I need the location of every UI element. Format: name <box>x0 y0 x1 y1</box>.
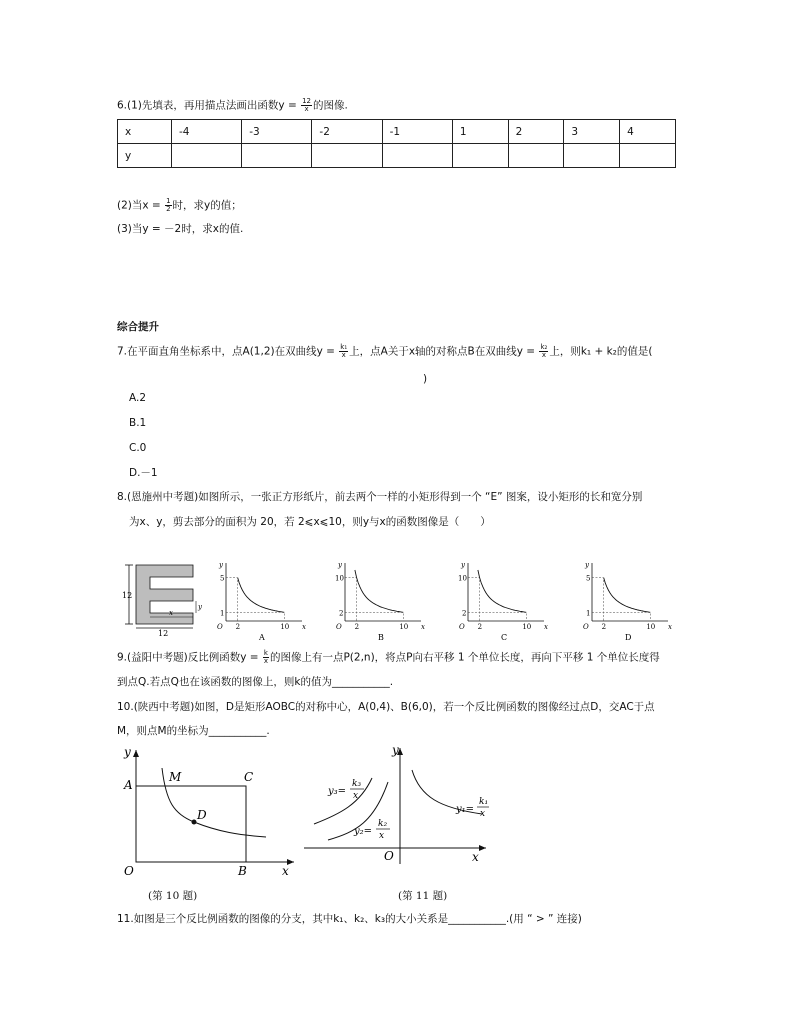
graph-option-label: D <box>625 633 632 642</box>
table-cell-empty <box>508 144 564 168</box>
q7-frac1-num: k₁ <box>340 343 348 351</box>
q11-figure <box>300 742 490 868</box>
q8-graph-a <box>212 561 304 643</box>
q7-frac1-den: x <box>341 351 346 359</box>
q7-option-d: D.－1 <box>129 467 158 479</box>
curve <box>238 578 285 613</box>
q10-label-b: B <box>238 864 247 878</box>
table-cell-empty <box>564 144 620 168</box>
q6-text: 6.(1)先填表，再用描点法画出函数 <box>117 99 279 112</box>
q10-label-m: M <box>169 770 182 784</box>
guide-line <box>226 578 238 621</box>
q9-frac-num: k <box>263 649 268 657</box>
graph-option-label: C <box>501 633 508 642</box>
q11-label-x3: x <box>353 791 359 801</box>
guide-line <box>468 612 526 621</box>
x-tick-label: 10 <box>399 623 409 631</box>
table-cell: x <box>118 120 172 144</box>
table-cell: 2 <box>508 120 564 144</box>
q9-text-b: 的图像上有一点P(2,n)，将点P向右平移 1 个单位长度，再向下平移 1 个单位长度得 <box>269 651 660 664</box>
curve <box>355 570 403 612</box>
axis-y-label: y <box>338 561 342 569</box>
q6-part3: (3)当y = －2时，求x的值. <box>117 223 244 235</box>
table-cell-empty <box>172 144 242 168</box>
q7-option-c: C.0 <box>129 442 147 454</box>
q6-part2-end: 时，求y的值； <box>172 199 242 212</box>
table-row <box>118 144 676 168</box>
q6-fraction <box>301 98 312 113</box>
table-cell-empty <box>242 144 312 168</box>
x-tick-label: 2 <box>477 623 483 631</box>
y-tick-label: 1 <box>586 609 591 618</box>
q6-part2-den: 2 <box>166 205 171 213</box>
q7-prompt <box>117 344 652 359</box>
table-cell: 1 <box>452 120 508 144</box>
q11-line: 11.如图是三个反比例函数的图像的分支，其中k₁、k₂、k₃的大小关系是___________.(用 “ > ” 连接) <box>117 913 582 925</box>
q9-frac <box>263 650 269 665</box>
guide-line <box>345 578 357 621</box>
table-cell-empty <box>620 144 676 168</box>
guide-line <box>226 612 284 621</box>
axis-y-label: y <box>461 561 465 569</box>
q11-label-y3: y₃= <box>328 786 347 797</box>
q10-label-c: C <box>244 770 254 784</box>
q11-label-k3: k₃ <box>352 779 362 789</box>
q6-frac-den: x <box>304 105 309 113</box>
table-cell-empty <box>452 144 508 168</box>
q11-label-k2: k₂ <box>378 819 388 829</box>
q6-func: y = <box>278 99 301 112</box>
x-tick-label: 10 <box>646 623 656 631</box>
q8-e-label-width: 12 <box>158 629 169 638</box>
q6-table <box>117 119 676 168</box>
q7-text-c: 上，则k₁ + k₂的值是( <box>549 345 653 358</box>
q8-e-label-y: y <box>198 603 202 611</box>
q10-line1: 10.(陕西中考题)如图，D是矩形AOBC的对称中心，A(0,4)、B(6,0)，若一个反比例函数的图像经过点D，交AC于点 <box>117 701 655 713</box>
table-cell: y <box>118 144 172 168</box>
axis-y-label: y <box>585 561 589 569</box>
table-row <box>118 120 676 144</box>
q9-frac-den: x <box>263 657 269 665</box>
q8-e-figure <box>120 559 210 639</box>
curve <box>478 570 526 612</box>
q11-label-o: O <box>384 849 394 863</box>
q10-label-d: D <box>197 808 207 822</box>
curve <box>604 578 651 613</box>
guide-line <box>592 612 650 621</box>
q9-text-a: 9.(益阳中考题)反比例函数y = <box>117 651 262 664</box>
q7-frac1 <box>339 344 348 359</box>
y-tick-label: 10 <box>335 574 344 583</box>
q10-label-a: A <box>124 778 133 792</box>
q8-line2: 为x、y，剪去部分的面积为 20，若 2⩽x⩽10，则y与x的函数图像是（ ） <box>129 516 491 528</box>
q6-part2 <box>117 198 242 213</box>
y-tick-label: 10 <box>458 574 467 583</box>
guide-line <box>592 578 604 621</box>
origin-label: O <box>583 623 589 631</box>
q7-option-b: B.1 <box>129 417 147 429</box>
origin-label: O <box>459 623 465 631</box>
axis-x-label: x <box>668 623 672 631</box>
x-tick-label: 2 <box>354 623 360 631</box>
origin-label: O <box>336 623 342 631</box>
q8-e-label-height: 12 <box>122 591 133 600</box>
table-cell: -2 <box>312 120 382 144</box>
q11-label-k1: k₁ <box>479 797 489 807</box>
q8-graph-c <box>454 561 546 643</box>
q7-text-a: 7.在平面直角坐标系中，点A(1,2)在双曲线y = <box>117 345 339 358</box>
q9-line2: 到点Q.若点Q也在该函数的图像上，则k的值为___________. <box>117 676 394 688</box>
q10-label-y: y <box>124 745 131 759</box>
q10-label-o: O <box>124 864 134 878</box>
q6-part2-text: (2)当x = <box>117 199 165 212</box>
y-tick-label: 5 <box>586 574 591 583</box>
q11-label-y2: y₂= <box>354 826 373 837</box>
q10-line2: M，则点M的坐标为___________. <box>117 725 270 737</box>
axis-x-label: x <box>544 623 548 631</box>
table-cell: -1 <box>382 120 452 144</box>
q7-text-b: 上，点A关于x轴的对称点B在双曲线y = <box>349 345 539 358</box>
table-cell: -3 <box>242 120 312 144</box>
q10-label-x: x <box>282 864 289 878</box>
y-tick-label: 5 <box>220 574 225 583</box>
q10-caption: (第 10 题) <box>148 890 198 902</box>
x-tick-label: 10 <box>522 623 532 631</box>
q6-frac-num: 12 <box>302 97 312 105</box>
q8-e-label-x: x <box>169 609 173 617</box>
table-cell: 4 <box>620 120 676 144</box>
table-cell-empty <box>312 144 382 168</box>
q8-line1: 8.(恩施州中考题)如图所示，一张正方形纸片，前去两个一样的小矩形得到一个 “E” 图案，设小矩形的长和宽分别 <box>117 491 643 503</box>
q6-part2-fraction <box>165 198 171 213</box>
section-title: 综合提升 <box>117 321 159 333</box>
table-cell-empty <box>382 144 452 168</box>
graph-option-label: B <box>378 633 384 642</box>
x-tick-label: 10 <box>280 623 290 631</box>
q8-graph-d <box>578 561 670 643</box>
axis-y-label: y <box>219 561 223 569</box>
guide-line <box>345 612 403 621</box>
q6-part2-num: 1 <box>166 197 171 205</box>
guide-line <box>468 578 480 621</box>
x-tick-label: 2 <box>601 623 607 631</box>
q11-label-x1: x <box>480 809 486 819</box>
q11-label-y: y <box>392 743 399 757</box>
q7-paren-close: ) <box>423 373 428 385</box>
q7-frac2 <box>539 344 548 359</box>
q9-line1 <box>117 650 660 665</box>
q6-prompt <box>117 98 348 113</box>
axis-x-label: x <box>302 623 306 631</box>
axis-x-label: x <box>421 623 425 631</box>
q10-figure <box>114 742 300 880</box>
q7-frac2-den: x <box>541 351 546 359</box>
q8-graph-b <box>331 561 423 643</box>
y-tick-label: 1 <box>220 609 225 618</box>
x-tick-label: 2 <box>235 623 241 631</box>
q7-frac2-num: k₂ <box>540 343 548 351</box>
q11-label-x: x <box>472 850 479 864</box>
y-tick-label: 2 <box>462 609 467 618</box>
table-cell: -4 <box>172 120 242 144</box>
y-tick-label: 2 <box>339 609 344 618</box>
origin-label: O <box>217 623 223 631</box>
q11-label-x2: x <box>379 831 385 841</box>
q11-caption: (第 11 题) <box>398 890 448 902</box>
q7-option-a: A.2 <box>129 392 147 404</box>
table-cell: 3 <box>564 120 620 144</box>
q11-label-y1: y₁= <box>456 804 475 815</box>
q6-text-end: 的图像. <box>313 99 348 112</box>
graph-option-label: A <box>259 633 265 642</box>
